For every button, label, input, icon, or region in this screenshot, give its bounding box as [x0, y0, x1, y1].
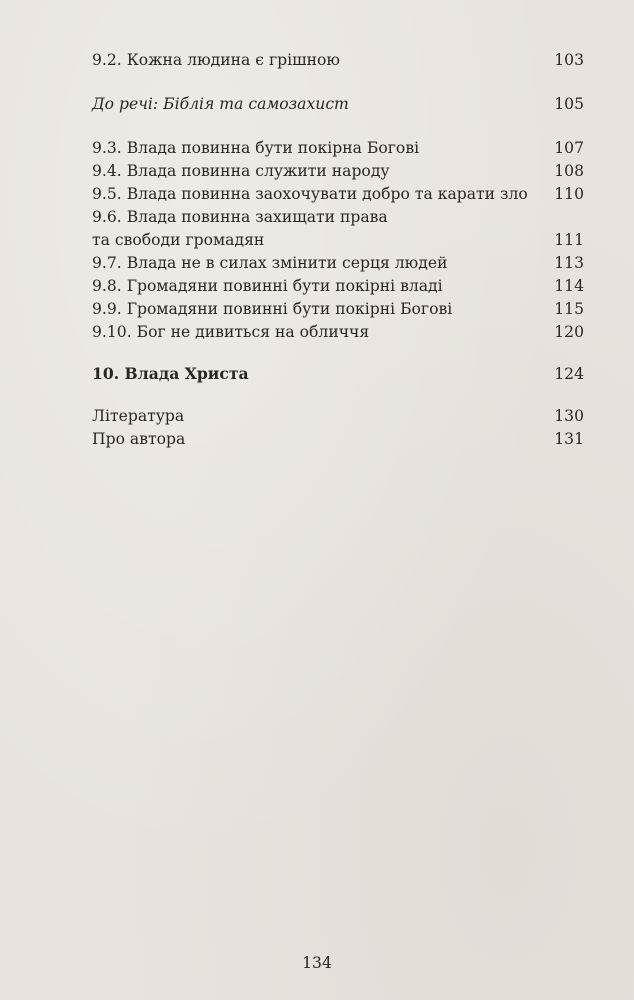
toc-chapter-title: 10. Влада Христа	[92, 364, 249, 383]
table-of-contents	[92, 49, 584, 451]
toc-entry	[92, 275, 584, 298]
toc-entry-page: 131	[554, 430, 584, 448]
toc-entry-page: 113	[554, 254, 584, 272]
toc-entry	[92, 321, 584, 344]
toc-entry	[92, 137, 584, 160]
toc-entry-page: 105	[554, 95, 584, 113]
toc-entry-title: Література	[92, 407, 185, 425]
toc-entry-title-line1: 9.6. Влада повинна захищати права	[92, 208, 388, 226]
toc-entry-title: 9.2. Кожна людина є грішною	[92, 51, 340, 69]
toc-entry-page: 111	[554, 231, 584, 249]
toc-entry-page: 115	[554, 300, 584, 318]
toc-entry-page: 107	[554, 139, 584, 157]
page-number: 134	[302, 954, 332, 972]
toc-entry	[92, 252, 584, 275]
toc-entry-bibliography	[92, 405, 584, 428]
toc-entry-title: 9.7. Влада не в силах змінити серця людей	[92, 254, 448, 272]
toc-entry-title: До речі: Біблія та самозахист	[92, 95, 349, 113]
toc-entry-title: 9.5. Влада повинна заохочувати добро та карати зло	[92, 185, 528, 203]
toc-entry-title: 9.3. Влада повинна бути покірна Богові	[92, 139, 420, 157]
toc-entry-page: 114	[554, 277, 584, 295]
toc-entry-title: 9.10. Бог не дивиться на обличчя	[92, 323, 370, 341]
toc-entry-sidebar-note	[92, 93, 584, 116]
toc-entry-page: 108	[554, 162, 584, 180]
toc-entry-title: Про автора	[92, 430, 186, 448]
toc-entry	[92, 298, 584, 321]
toc-entry-about-author	[92, 428, 584, 451]
toc-chapter-entry	[92, 362, 584, 385]
toc-entry-title-line2: та свободи громадян	[92, 231, 265, 249]
toc-entry	[92, 183, 584, 206]
toc-entry-page: 110	[554, 185, 584, 203]
toc-entry	[92, 49, 584, 72]
toc-entry-title: 9.4. Влада повинна служити народу	[92, 162, 390, 180]
toc-entry	[92, 229, 584, 252]
toc-entry	[92, 160, 584, 183]
toc-entry-page: 120	[554, 323, 584, 341]
toc-entry-title: 9.9. Громадяни повинні бути покірні Богові	[92, 300, 453, 318]
toc-entry-page: 130	[554, 407, 584, 425]
toc-entry-page: 103	[554, 51, 584, 69]
toc-entry-title: 9.8. Громадяни повинні бути покірні владі	[92, 277, 443, 295]
toc-entry-page: 124	[554, 365, 584, 383]
